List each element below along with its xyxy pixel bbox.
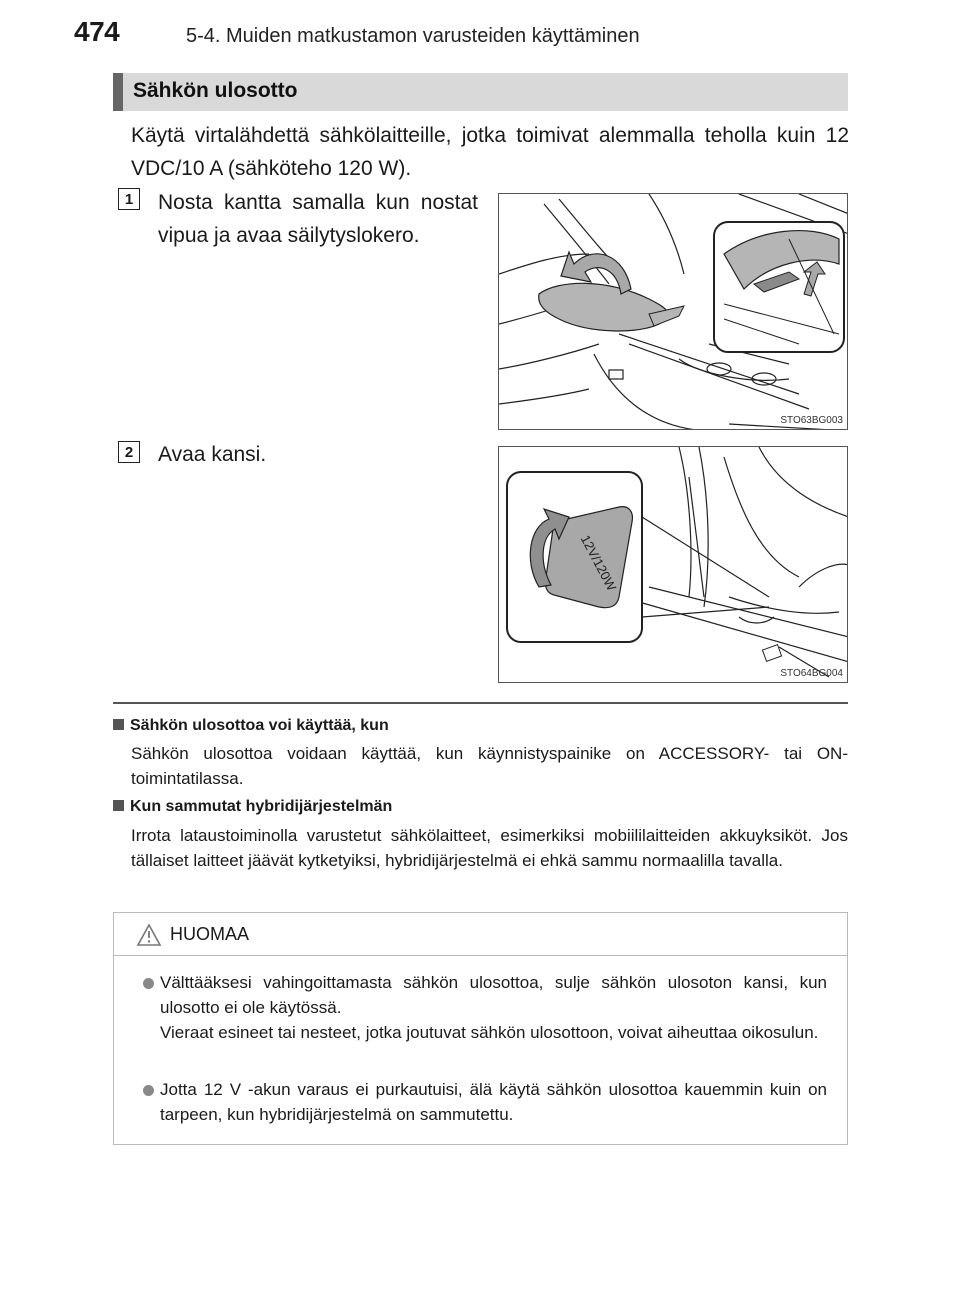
section-heading-bar <box>113 73 848 111</box>
figure-code-1: STO63BG003 <box>780 415 843 426</box>
caution-item-2-text: Jotta 12 V -akun varaus ei purkautuisi, älä käytä sähkön ulosottoa kauemmin kuin on tarpeen, kun hybridijärjestelmä on sammutettu. <box>160 1080 827 1124</box>
square-bullet-icon <box>113 800 124 811</box>
note-1-heading: Sähkön ulosottoa voi käyttää, kun <box>113 717 389 735</box>
note-2-body: Irrota lataustoiminolla varustetut sähkölaitteet, esimerkiksi mobiililaitteiden akkuyksiköt. Jos tällaiset laitteet jäävät kytketyiksi, hybridijärjestelmä ei ehkä sammu normaalilla tavalla. <box>131 826 848 870</box>
step-number-1: 1 <box>118 188 140 210</box>
cover-label: 12V/120W <box>577 532 620 594</box>
section-intro: Käytä virtalähdettä sähkölaitteille, jotka toimivat alemmalla teholla kuin 12 VDC/10 A (sähköteho 120 W). <box>131 124 849 180</box>
round-bullet-icon <box>143 1085 154 1096</box>
page-number: 474 <box>74 16 120 47</box>
power-outlet-cover-illustration <box>499 447 848 683</box>
section-heading-accent <box>113 73 123 111</box>
section-title: Sähkön ulosotto <box>133 79 298 102</box>
note-1-body: Sähkön ulosottoa voidaan käyttää, kun käynnistyspainike on ACCESSORY- tai ON-toimintatilassa. <box>131 744 848 788</box>
round-bullet-icon <box>143 978 154 989</box>
step-number-2: 2 <box>118 441 140 463</box>
caution-divider <box>114 955 847 956</box>
step-2-text: Avaa kansi. <box>158 443 267 466</box>
caution-item-1-text: Välttääksesi vahingoittamasta sähkön ulosottoa, sulje sähkön ulosoton kansi, kun ulosotto ei ole käytössä. <box>160 973 827 1017</box>
note-2-heading: Kun sammutat hybridijärjestelmän <box>113 798 392 816</box>
square-bullet-icon <box>113 719 124 730</box>
section-divider <box>113 702 848 704</box>
figure-code-2: STO64BG004 <box>780 668 843 679</box>
step-1-text: Nosta kantta samalla kun nostat vipua ja avaa säilytyslokero. <box>158 191 478 247</box>
caution-box <box>113 912 848 1145</box>
figure-step-2 <box>498 446 848 683</box>
figure-step-1 <box>498 193 848 430</box>
chapter-title: 5-4. Muiden matkustamon varusteiden käyttäminen <box>186 25 640 47</box>
console-storage-illustration <box>499 194 848 430</box>
caution-title: HUOMAA <box>170 924 250 944</box>
warning-triangle-icon <box>136 923 162 947</box>
caution-item-1-detail: Vieraat esineet tai nesteet, jotka joutuvat sähkön ulosottoon, voivat aiheuttaa oikosulun. <box>160 1023 819 1042</box>
